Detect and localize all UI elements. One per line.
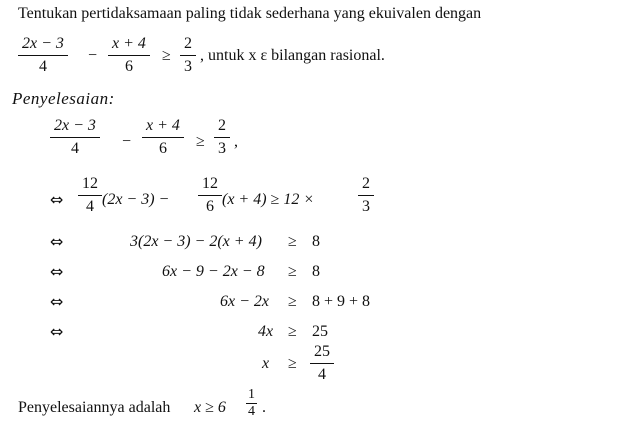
geq-sign: ≥ xyxy=(288,293,297,310)
geq-sign: ≥ xyxy=(288,263,297,280)
problem-intro: Tentukan pertidaksamaan paling tidak sederhana yang ekuivalen dengan xyxy=(18,5,482,22)
conclusion-fraction xyxy=(246,388,257,419)
fraction-denominator: 6 xyxy=(206,198,214,215)
fraction-denominator: 4 xyxy=(318,366,326,383)
fraction-numerator: 2 xyxy=(180,36,196,56)
step-rhs: 8 xyxy=(312,263,320,280)
fraction-numerator: x + 4 xyxy=(142,118,184,138)
equivalence-arrow: ⇔ xyxy=(50,232,64,251)
fraction-denominator: 3 xyxy=(362,198,370,215)
step-lhs: 6x − 2x xyxy=(220,293,269,310)
minus-sign: − xyxy=(122,133,132,150)
equivalence-arrow: ⇔ xyxy=(50,190,64,209)
step2-part-2: (x + 4) ≥ 12 × xyxy=(222,191,315,208)
conclusion-tail: . xyxy=(262,399,266,416)
fraction-numerator: 2x − 3 xyxy=(50,118,100,138)
fraction-numerator: 2x − 3 xyxy=(18,36,68,56)
fraction-denominator: 4 xyxy=(248,404,255,419)
problem-fraction-2 xyxy=(108,36,150,75)
fraction-denominator: 3 xyxy=(184,58,192,75)
step2-fraction-b xyxy=(198,176,222,215)
step-lhs: 4x xyxy=(258,323,274,340)
conclusion-expression: x ≥ 6 xyxy=(194,399,226,416)
step1-fraction-1 xyxy=(50,118,100,157)
geq-sign: ≥ xyxy=(288,323,297,340)
step-lhs: 3(2x − 3) − 2(x + 4) xyxy=(130,233,262,250)
geq-sign: ≥ xyxy=(288,233,297,250)
solution-heading: Penyelesaian: xyxy=(12,89,115,108)
problem-fraction-1 xyxy=(18,36,68,75)
fraction-denominator: 4 xyxy=(70,140,79,157)
problem-tail: , untuk x ε bilangan rasional. xyxy=(200,47,385,64)
fraction-numerator: 25 xyxy=(310,344,334,364)
fraction-numerator: 12 xyxy=(78,176,102,196)
geq-sign: ≥ xyxy=(288,355,297,372)
fraction-denominator: 4 xyxy=(86,198,94,215)
step1-fraction-3 xyxy=(214,118,230,157)
geq-sign: ≥ xyxy=(196,133,205,150)
final-lhs: x xyxy=(262,355,270,372)
conclusion-text: Penyelesaiannya adalah xyxy=(18,399,171,416)
problem-fraction-3 xyxy=(180,36,196,75)
fraction-numerator: 2 xyxy=(214,118,230,138)
final-fraction xyxy=(310,344,334,383)
equivalence-arrow: ⇔ xyxy=(50,322,64,341)
fraction-denominator: 3 xyxy=(218,140,226,157)
fraction-denominator: 6 xyxy=(124,58,133,75)
geq-sign: ≥ xyxy=(162,47,171,64)
fraction-numerator: x + 4 xyxy=(108,36,150,56)
fraction-numerator: 1 xyxy=(248,387,255,402)
step-lhs: 6x − 9 − 2x − 8 xyxy=(162,263,265,280)
step-rhs: 8 + 9 + 8 xyxy=(312,293,371,310)
fraction-denominator: 4 xyxy=(38,58,47,75)
minus-sign: − xyxy=(88,47,98,64)
equivalence-arrow: ⇔ xyxy=(50,262,64,281)
equivalence-arrow: ⇔ xyxy=(50,292,64,311)
step2-fraction-a xyxy=(78,176,102,215)
step2-part-1: (2x − 3) − xyxy=(102,191,170,208)
step-rhs: 25 xyxy=(312,323,328,340)
step2-fraction-c xyxy=(358,176,374,215)
fraction-denominator: 6 xyxy=(158,140,167,157)
fraction-numerator: 12 xyxy=(198,176,222,196)
step1-fraction-2 xyxy=(142,118,184,157)
step-rhs: 8 xyxy=(312,233,320,250)
step1-tail: , xyxy=(234,133,238,150)
fraction-numerator: 2 xyxy=(358,176,374,196)
